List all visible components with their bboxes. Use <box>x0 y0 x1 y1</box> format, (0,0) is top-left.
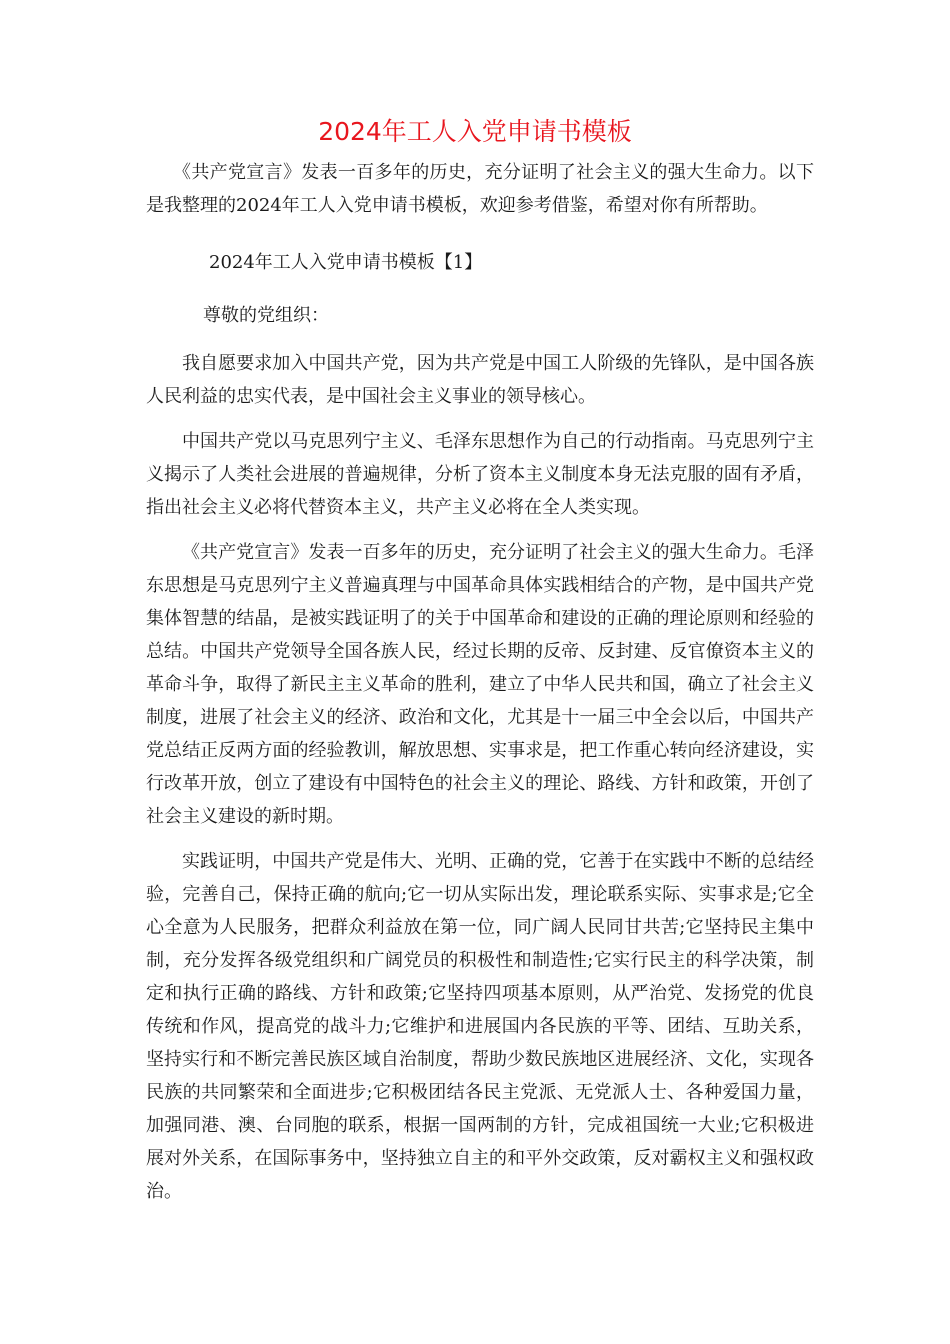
body-paragraph: 中国共产党以马克思列宁主义、毛泽东思想作为自己的行动指南。马克思列宁主义揭示了人类社会进展的普遍规律，分析了资本主义制度本身无法克服的固有矛盾，指出社会主义必将代替资本主义，共产主义必将在全人类实现。 <box>146 431 814 518</box>
document-title: 2024年工人入党申请书模板 <box>318 117 632 146</box>
salutation: 尊敬的党组织： <box>203 305 329 326</box>
template-subheading: 2024年工人入党申请书模板【1】 <box>209 252 483 273</box>
body-paragraph: 我自愿要求加入中国共产党，因为共产党是中国工人阶级的先锋队，是中国各族人民利益的忠实代表，是中国社会主义事业的领导核心。 <box>146 353 814 407</box>
document-body <box>146 156 814 1208</box>
body-paragraph: 《共产党宣言》发表一百多年的历史，充分证明了社会主义的强大生命力。毛泽东思想是马克思列宁主义普遍真理与中国革命具体实践相结合的产物，是中国共产党集体智慧的结晶，是被实践证明了的关于中国革命和建设的正确的理论原则和经验的总结。中国共产党领导全国各族人民，经过长期的反帝、反封建、反官僚资本主义的革命斗争，取得了新民主主义革命的胜利，建立了中华人民共和国，确立了社会主义制度，进展了社会主义的经济、政治和文化，尤其是十一届三中全会以后，中国共产党总结正反两方面的经验教训，解放思想、实事求是，把工作重心转向经济建设，实行改革开放，创立了建设有中国特色的社会主义的理论、路线、方针和政策，开创了社会主义建设的新时期。 <box>146 542 814 827</box>
body-paragraph: 实践证明，中国共产党是伟大、光明、正确的党，它善于在实践中不断的总结经验，完善自己，保持正确的航向;它一切从实际出发，理论联系实际、实事求是;它全心全意为人民服务，把群众利益放在第一位，同广阔人民同甘共苦;它坚持民主集中制，充分发挥各级党组织和广阔党员的积极性和制造性;它实行民主的科学决策，制定和执行正确的路线、方针和政策;它坚持四项基本原则，从严治党、发扬党的优良传统和作风，提高党的战斗力;它维护和进展国内各民族的平等、团结、互助关系，坚持实行和不断完善民族区域自治制度，帮助少数民族地区进展经济、文化，实现各民族的共同繁荣和全面进步;它积极团结各民主党派、无党派人士、各种爱国力量，加强同港、澳、台同胞的联系，根据一国两制的方针，完成祖国统一大业;它积极进展对外关系，在国际事务中，坚持独立自主的和平外交政策，反对霸权主义和强权政治。 <box>146 851 815 1202</box>
intro-paragraph: 《共产党宣言》发表一百多年的历史，充分证明了社会主义的强大生命力。以下是我整理的2024年工人入党申请书模板，欢迎参考借鉴，希望对你有所帮助。 <box>146 162 814 216</box>
